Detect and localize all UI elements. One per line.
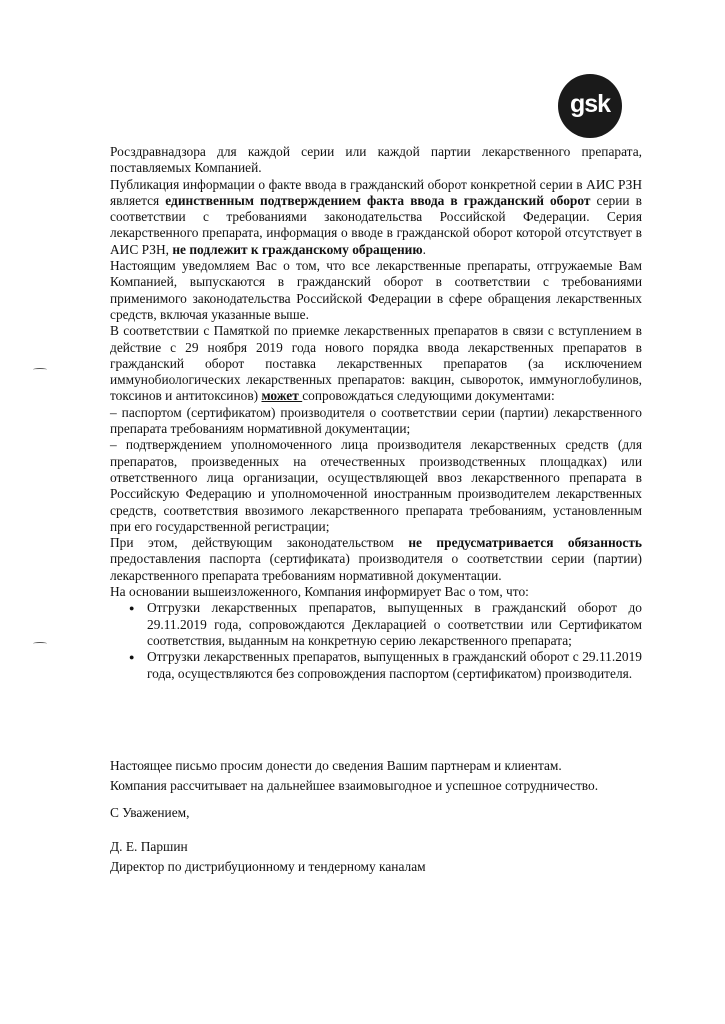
- publication-text-3: .: [422, 241, 426, 257]
- memo-text-2: сопровождаться следующими документами:: [302, 388, 555, 404]
- margin-mark: [33, 368, 47, 371]
- memo-text-1: В соответствии с Памяткой по приемке лекарственных препаратов в связи с вступлением в действие с 29 ноября 2019 года нового порядка ввода лекарственных препаратов в гражданский оборот поставка лекарственных препаратов (за исключением иммунобиологических лекарственных препаратов: вакцин, сывороток, иммуноглобулинов, токсинов и антитоксинов): [110, 323, 642, 404]
- memo-emphasis: может: [261, 388, 303, 404]
- margin-mark: [33, 642, 47, 645]
- signature-block: [110, 803, 670, 877]
- publication-text-2: серии в соответствии с требованиями законодательства Российской Федерации. Серия лекарственного препарата, информация о вводе в гражданской оборот которой отсутствует в АИС РЗН,: [110, 192, 642, 257]
- letter-body: [110, 144, 642, 682]
- bullet-item: ● Отгрузки лекарственных препаратов, выпущенных в гражданский оборот до 29.11.2019 года, сопровождаются Декларацией о соответствии или Сертификатом соответствия, выданным на конкретную серию лекарственного препарата;: [110, 600, 642, 649]
- salutation: С Уважением,: [110, 805, 190, 820]
- publication-text-1: Публикация информации о факте ввода в гражданский оборот конкретной серии в АИС РЗН является: [110, 176, 642, 208]
- bullet-item: ● Отгрузки лекарственных препаратов, выпущенных в гражданский оборот с 29.11.2019 года, осуществляются без сопровождения паспортом (сертификатом) производителя.: [110, 649, 642, 682]
- gsk-logo: [558, 74, 622, 138]
- closing-line: Настоящее письмо просим донести до сведения Вашим партнерам и клиентам.: [110, 758, 562, 773]
- gsk-logo-text: gsk: [569, 89, 611, 118]
- closing-block: [110, 756, 670, 796]
- signer-position: Директор по дистрибуционному и тендерному каналам: [110, 859, 426, 874]
- obligation-text-1: При этом, действующим законодательством: [110, 535, 409, 551]
- memo-paragraph: [110, 323, 642, 404]
- dash-item: – паспортом (сертификатом) производителя о соответствии серии (партии) лекарственного препарата требованиям нормативной документации;: [110, 404, 642, 437]
- publication-paragraph: [110, 177, 642, 258]
- intro-paragraph: Росздравнадзора для каждой серии или каждой партии лекарственного препарата, поставляемых Компанией.: [110, 144, 642, 176]
- obligation-bold: не предусматривается обязанность: [408, 535, 642, 551]
- conclusion-paragraph: На основании вышеизложенного, Компания информирует Вас о том, что:: [110, 584, 529, 600]
- closing-line: Компания рассчитывает на дальнейшее взаимовыгодное и успешное сотрудничество.: [110, 778, 599, 793]
- bullet-list: [110, 600, 642, 681]
- notice-paragraph: Настоящим уведомляем Вас о том, что все лекарственные препараты, отгружаемые Вам Компанией, выпускаются в гражданский оборот в соответствии с требованиями применимого законодательства Российской Федерации в сфере обращения лекарственных средств, включая указанные выше.: [110, 258, 642, 322]
- obligation-paragraph: [110, 535, 642, 584]
- dash-item: – подтверждением уполномоченного лица производителя лекарственных средств (для препаратов, произведенных на отечественных производственных площадках) или ответственного лица организации, осуществляющей ввоз лекарственного препарата в Российскую Федерацию и уполномоченной иностранным производителем лекарственных средств, соответствия ввозимого лекарственного препарата требованиям, установленным при его государственной регистрации;: [110, 437, 642, 534]
- signer-name: Д. Е. Паршин: [110, 839, 188, 854]
- publication-bold-1: единственным подтверждением факта ввода в гражданский оборот: [165, 192, 591, 208]
- obligation-text-2: предоставления паспорта (сертификата) производителя о соответствии серии (партии) лекарственного препарата требованиям нормативной документации.: [110, 551, 642, 583]
- publication-bold-2: не подлежит к гражданскому обращению: [172, 241, 423, 257]
